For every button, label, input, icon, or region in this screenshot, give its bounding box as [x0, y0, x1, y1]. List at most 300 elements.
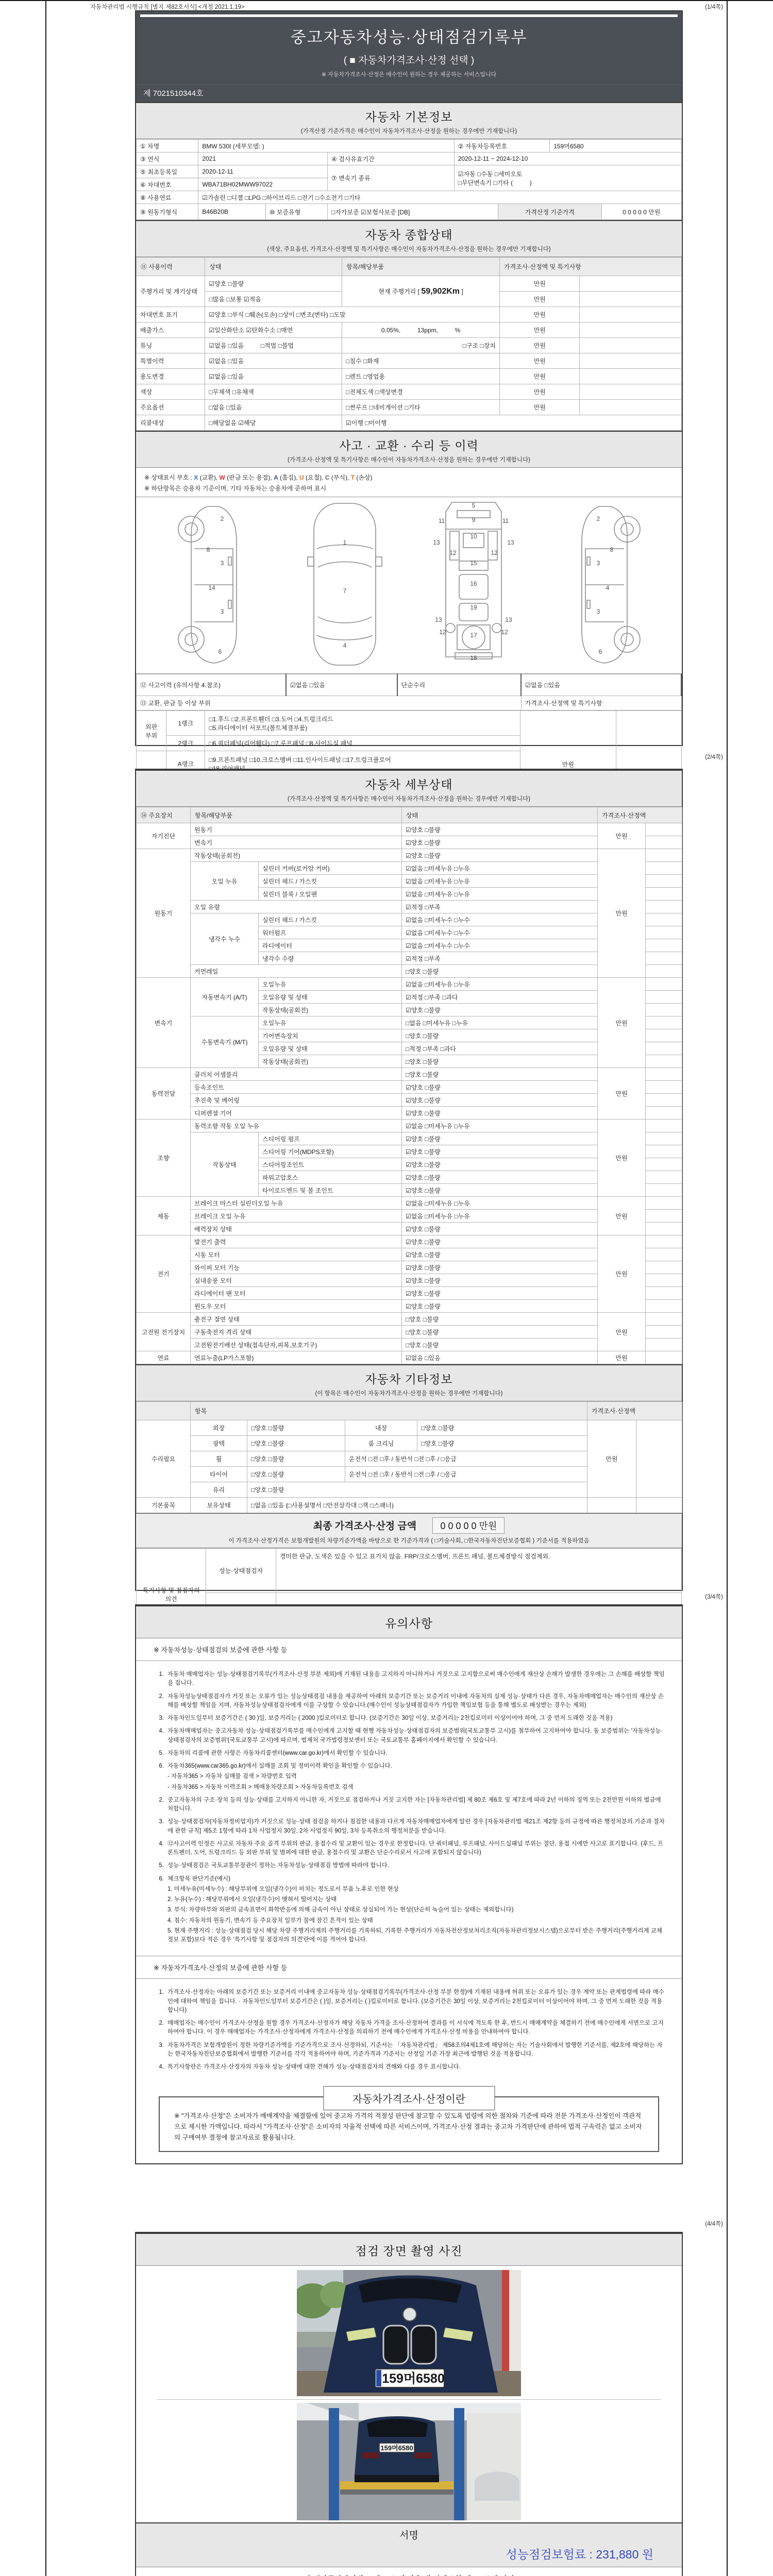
checkbox[interactable]: □전: [368, 1471, 378, 1478]
table-cell: [137, 674, 287, 696]
text: /: [295, 890, 297, 898]
table-cell: [646, 1235, 682, 1248]
checkbox-checked[interactable]: ☑없음: [209, 373, 227, 380]
checkbox[interactable]: □기타: [405, 404, 421, 411]
checkbox[interactable]: □후: [426, 1455, 436, 1463]
checkbox[interactable]: □많음: [209, 296, 225, 303]
checkbox[interactable]: □미세누유: [425, 890, 452, 898]
text: 주요옵션: [140, 404, 164, 411]
text: 적용하였음: [561, 1538, 590, 1544]
text: 누유: [225, 877, 238, 885]
checkbox[interactable]: □미세누유: [425, 1212, 452, 1220]
notice-item: [150, 1988, 666, 2015]
checkbox[interactable]: □불량: [425, 1135, 441, 1143]
table-cell: [402, 849, 598, 862]
table-cell: [580, 276, 682, 292]
checkbox[interactable]: □1.후드: [209, 715, 230, 723]
text: 내장: [375, 1425, 388, 1432]
checkbox-checked[interactable]: ☑양호: [406, 1251, 423, 1259]
checkbox[interactable]: □매연: [277, 327, 293, 334]
top-border-line: [0, 0, 773, 1]
notice-item: [150, 1840, 666, 1858]
checkbox[interactable]: □누유: [454, 1122, 470, 1130]
checkbox-checked[interactable]: ☑양호: [406, 1302, 423, 1310]
checkbox[interactable]: □양호: [406, 1032, 422, 1040]
checkbox[interactable]: □응급: [441, 1471, 457, 1478]
checkbox[interactable]: □없음: [251, 1502, 267, 1509]
checkbox-checked[interactable]: ☑없음: [406, 865, 423, 872]
checkbox[interactable]: □부족: [425, 955, 441, 962]
checkbox[interactable]: □부족: [425, 903, 441, 911]
text: 모터: [208, 1251, 220, 1259]
checkbox[interactable]: □부족: [423, 1045, 439, 1053]
checkbox[interactable]: □미세누수: [425, 929, 452, 937]
checkbox[interactable]: □누유: [454, 890, 470, 898]
checkbox[interactable]: □있음: [226, 404, 242, 411]
checkbox-checked[interactable]: ☑적정: [406, 903, 423, 911]
checkbox-checked[interactable]: ☑양호: [209, 280, 227, 287]
notice-item: [150, 1762, 666, 1792]
price-cell: [598, 1313, 646, 1351]
checkbox[interactable]: □불량: [425, 1238, 441, 1246]
checkbox-checked[interactable]: ☑양호: [209, 311, 227, 318]
text: 누유: [271, 1199, 283, 1207]
checkbox[interactable]: □기타: [344, 194, 361, 201]
checkbox[interactable]: □불량: [423, 968, 439, 975]
text: 가격산정: [525, 208, 549, 216]
checkbox[interactable]: □누유: [452, 1019, 468, 1027]
checkbox[interactable]: □미세누유: [425, 865, 452, 872]
checkbox[interactable]: □4.트렁크리드: [294, 715, 333, 723]
checkbox-checked[interactable]: ☑양호: [406, 1174, 423, 1181]
checkbox[interactable]: □있음: [309, 682, 325, 689]
checkbox[interactable]: □LPG: [245, 194, 261, 201]
document-note: ※ 자동차가격조사·산정은 매수인이 원하는 경우 제공하는 서비스입니다: [321, 72, 497, 78]
checkbox[interactable]: □자가보증: [331, 208, 359, 216]
checkbox[interactable]: □누유: [454, 1212, 470, 1220]
table-cell: [580, 292, 682, 307]
checkbox[interactable]: □불량: [425, 1277, 441, 1284]
checkbox[interactable]: □과다: [442, 993, 458, 1001]
checkbox[interactable]: □화재: [363, 358, 379, 365]
checkbox[interactable]: □불량: [425, 1083, 441, 1091]
checkbox-checked[interactable]: ☑양호: [406, 1096, 423, 1104]
checkbox[interactable]: □불량: [425, 839, 441, 846]
checkbox[interactable]: □전: [368, 1455, 378, 1463]
checkbox[interactable]: □양호: [406, 1058, 422, 1065]
table-cell: [417, 1420, 587, 1436]
table-cell: [402, 1248, 598, 1261]
table-cell: [259, 1132, 402, 1145]
checkbox[interactable]: □불량: [268, 1425, 284, 1432]
checkbox-checked[interactable]: ☑양호: [406, 1264, 423, 1272]
checkbox[interactable]: □불량: [438, 1440, 455, 1447]
table-cell: [137, 353, 205, 369]
checkbox[interactable]: □장치: [480, 342, 496, 349]
checkbox[interactable]: □불량: [438, 1425, 455, 1432]
checkbox[interactable]: □적정: [406, 1045, 422, 1053]
checkbox[interactable]: □있음: [228, 342, 244, 349]
checkbox-checked[interactable]: ☑양호: [406, 839, 423, 846]
text: 기어(MDPS포함): [288, 1148, 334, 1156]
checkbox[interactable]: □불량: [423, 1071, 439, 1078]
text: 만원: [615, 1212, 628, 1220]
checkbox[interactable]: □7.루프패널: [271, 740, 305, 747]
checkbox-checked[interactable]: ☑양호: [406, 1277, 423, 1284]
checkbox[interactable]: □불량: [425, 826, 441, 834]
checkbox[interactable]: □후: [426, 1471, 436, 1478]
table-cell: [402, 901, 598, 913]
checkbox[interactable]: □불량: [228, 280, 244, 287]
checkbox-checked[interactable]: ☑가솔린: [202, 194, 226, 201]
checkbox[interactable]: □적법: [260, 342, 277, 349]
checkbox[interactable]: □있음: [268, 1502, 284, 1509]
checkbox[interactable]: □불량: [425, 1264, 441, 1272]
checkbox[interactable]: □부식: [228, 311, 244, 318]
checkbox-checked[interactable]: ☑탄화수소: [246, 327, 276, 334]
checkbox-checked[interactable]: ☑없음: [406, 1199, 423, 1207]
checkbox[interactable]: □해당없음: [209, 419, 237, 427]
checkbox[interactable]: □수동: [477, 170, 493, 178]
checkbox[interactable]: □불량: [423, 1032, 439, 1040]
checkbox[interactable]: □렌트: [346, 373, 362, 380]
checkbox-checked[interactable]: ☑해당: [238, 419, 256, 427]
checkbox-checked[interactable]: ☑양호: [406, 1148, 423, 1156]
checkbox[interactable]: □불량: [423, 1315, 439, 1323]
table-cell: [342, 384, 500, 400]
text: 타이로드엔드: [262, 1187, 298, 1194]
text: 고전원전기배선: [194, 1341, 237, 1349]
checkbox-checked[interactable]: ☑양호: [406, 1161, 423, 1168]
checkbox[interactable]: □누수: [454, 942, 470, 950]
table-cell: [259, 952, 402, 965]
price-cell: [598, 1235, 646, 1313]
text: ⑧: [140, 194, 146, 201]
checkbox[interactable]: □양호: [421, 1425, 437, 1432]
checkbox[interactable]: □있음: [544, 682, 560, 689]
checkbox-checked[interactable]: ☑없음: [525, 682, 543, 689]
text: 530I: [219, 142, 231, 150]
notice-item-text: 매매업자는 매수인이 가격조사·산정을 원할 경우 가격조사·산정자가 해당 자동차 가격을 조사·산정하여 결과를 이 서식에 적도록 한 후, 반드시 매매계약을 체결하기 전에 매수인에게 서면으로 고지하여야 합니다. 이 경우 매매업자는 가격조사·산정자에게 가격조사·산정을 의뢰하기 전에 매수인에게 가격조사·산정 비용을 안내하여야 합니다.: [167, 2020, 664, 2036]
checkbox[interactable]: □변조(변타): [296, 311, 328, 318]
section-header-other: [136, 1364, 682, 1401]
checkbox[interactable]: □3.도어: [272, 715, 293, 723]
checkbox-checked[interactable]: ☑양호: [406, 1187, 423, 1194]
text: 보험개발원의: [291, 1538, 326, 1544]
photo-car-rear-on-lift: [297, 2403, 521, 2520]
text: 수리필요: [151, 1455, 176, 1463]
checkbox-checked[interactable]: ☑적정: [406, 955, 423, 962]
checkbox[interactable]: □양호: [251, 1455, 267, 1463]
checkbox[interactable]: □누수: [454, 929, 470, 937]
text: 유량: [208, 903, 220, 911]
text: 추진축: [194, 1096, 212, 1104]
checkbox[interactable]: □있음: [228, 373, 244, 380]
checkbox[interactable]: □11.인사이드패널: [293, 756, 341, 764]
checkbox-checked[interactable]: ☑없음: [290, 682, 308, 689]
label-cell: [498, 204, 601, 220]
checkbox[interactable]: □누유: [454, 865, 470, 872]
table-cell: [402, 939, 598, 952]
checkbox[interactable]: □10.크로스멤버: [249, 756, 292, 764]
checkbox-checked[interactable]: ☑없음: [406, 929, 423, 937]
checkbox[interactable]: □불량: [423, 1341, 439, 1349]
text: 브레이크: [194, 1199, 219, 1207]
checkbox[interactable]: □불량: [425, 1290, 441, 1297]
checkbox-checked[interactable]: ☑없음: [406, 1354, 423, 1362]
text: 및: [165, 288, 172, 295]
checkbox[interactable]: □불량: [425, 1187, 441, 1194]
checkbox-checked[interactable]: ☑양호: [406, 1290, 423, 1297]
checkbox[interactable]: □불량: [425, 1251, 441, 1259]
checkbox-checked[interactable]: ☑없음: [406, 980, 423, 988]
checkbox[interactable]: □무채색: [209, 388, 231, 396]
page-number-1: (1/4쪽): [705, 4, 723, 10]
checkbox[interactable]: □불량: [425, 1006, 441, 1014]
checkbox[interactable]: □보통: [226, 296, 242, 303]
table-cell: [646, 1132, 682, 1145]
checkbox[interactable]: □5.라디에이터: [209, 724, 248, 732]
checkbox[interactable]: □불량: [425, 852, 441, 859]
checkbox[interactable]: □있음: [228, 358, 244, 365]
text: ⑩: [269, 208, 275, 216]
checkbox[interactable]: □불량: [423, 1328, 439, 1336]
table-cell: [205, 323, 342, 338]
table-cell: [646, 1120, 682, 1132]
table-cell: [580, 307, 682, 323]
checkbox[interactable]: □색상변경: [375, 388, 403, 396]
checkbox[interactable]: □침수: [346, 358, 362, 365]
checkbox[interactable]: □불량: [425, 1161, 441, 1168]
checkbox[interactable]: □구조: [462, 342, 479, 349]
checkbox-checked[interactable]: ☑양호: [406, 1135, 423, 1143]
checkbox-checked[interactable]: ☑없음: [406, 877, 423, 885]
checkbox[interactable]: □부족: [425, 993, 441, 1001]
label-cell: [137, 1498, 191, 1513]
table-cell: [402, 1158, 598, 1171]
text: 159머6580: [553, 142, 584, 150]
checkbox[interactable]: □세미오토: [494, 170, 523, 178]
table-cell: [646, 849, 682, 862]
checkbox[interactable]: □불량: [268, 1486, 284, 1494]
checkbox[interactable]: □전기: [298, 194, 314, 201]
checkbox[interactable]: □불량: [425, 1148, 441, 1156]
notice-item-text: 자동차가격은 보험개발원이 정한 차량기준가액을 기준가격으로 조사·산정하되, 기준서는 「자동차관리법」 제58조의4제1호에 해당하는 자는 기술사회에서 발행한 기준서를, 제2호에 해당하는 자는 한국자동차진단보증협회에서 발행한 기준서를 각각 적용하여야 하며, 기준가격과 기준서는 산정일 기준 가장 최근에 발행된 것을 적용합니다.: [167, 2042, 663, 2057]
checkbox[interactable]: □양호: [406, 1341, 422, 1349]
table-cell: [646, 875, 682, 888]
column-header: [402, 807, 598, 823]
checkbox[interactable]: □미세누유: [425, 1122, 452, 1130]
text: 및: [299, 1187, 306, 1194]
checkbox-checked[interactable]: ☑이행: [346, 419, 364, 427]
checkbox-checked[interactable]: ☑양호: [406, 826, 423, 834]
checkbox[interactable]: □전: [414, 1455, 425, 1463]
table-cell: [259, 926, 402, 939]
table-cell: [646, 1210, 682, 1223]
checkbox[interactable]: □누유: [454, 980, 470, 988]
table-cell: [402, 965, 598, 978]
checkbox[interactable]: □후: [380, 1471, 390, 1478]
checkbox[interactable]: □2.프론트휀더: [231, 715, 271, 723]
table-cell: [646, 1197, 682, 1210]
table-cell: [580, 323, 682, 338]
table-cell: [550, 140, 682, 152]
text: 항목: [195, 1408, 207, 1415]
column-header: [342, 258, 500, 276]
checkbox[interactable]: □미세누수: [425, 942, 452, 950]
checkbox[interactable]: □불량: [268, 1455, 284, 1463]
text: 2랭크: [178, 740, 194, 747]
text: 만원: [615, 910, 628, 917]
table-cell: [402, 1132, 598, 1145]
checkbox[interactable]: □네비게이션: [369, 404, 403, 411]
checkbox[interactable]: □잭: [358, 1502, 368, 1509]
checkbox[interactable]: □양호: [251, 1440, 267, 1447]
other-info-table: [136, 1401, 682, 1513]
checkbox[interactable]: □안전삼각대: [323, 1502, 357, 1509]
checkbox-checked[interactable]: ☑없음: [209, 358, 227, 365]
checkbox[interactable]: □미세누유: [425, 877, 452, 885]
checkbox[interactable]: □기술사회,: [434, 1538, 463, 1544]
table-cell: [342, 276, 500, 307]
checkbox[interactable]: □전체도색: [346, 388, 374, 396]
checkbox[interactable]: □누유: [454, 1199, 470, 1207]
checkbox[interactable]: □미세누수: [425, 916, 452, 924]
checkbox[interactable]: □미이행: [365, 419, 387, 427]
checkbox[interactable]: □불량: [423, 1058, 439, 1065]
checkbox-checked[interactable]: ☑양호: [406, 1225, 423, 1233]
checkbox[interactable]: □없음: [209, 404, 225, 411]
checkbox[interactable]: □불량: [268, 1440, 284, 1447]
checkbox[interactable]: □양호: [406, 1328, 422, 1336]
checkbox[interactable]: □영업용: [363, 373, 385, 380]
checkbox[interactable]: □불량: [425, 1174, 441, 1181]
text: 교환,: [148, 700, 162, 707]
checkbox[interactable]: □양호: [406, 1071, 422, 1078]
text: 만원: [533, 404, 546, 411]
table-cell: [191, 965, 402, 978]
checkbox[interactable]: □디젤: [227, 194, 243, 201]
page-2: [135, 769, 683, 1603]
checkbox[interactable]: □스패너): [369, 1502, 394, 1509]
checkbox-checked[interactable]: ☑적정: [406, 993, 423, 1001]
checkbox[interactable]: □불량: [425, 1225, 441, 1233]
checkbox[interactable]: □과다: [440, 1045, 457, 1053]
diagram-part-number: 6: [218, 648, 222, 655]
table-cell: [402, 1120, 598, 1132]
checkbox[interactable]: □상이: [279, 311, 295, 318]
checkbox[interactable]: □썬루프: [346, 404, 368, 411]
text: 만원: [533, 311, 546, 318]
text: 베어링: [222, 1096, 240, 1104]
checkbox-checked[interactable]: ☑없음: [406, 1122, 423, 1130]
checkbox[interactable]: □양호: [406, 1315, 422, 1323]
checkbox[interactable]: □8.사이드실: [306, 740, 339, 747]
text: 만원: [606, 1455, 618, 1463]
license-plate-rear: 159머6580: [380, 2444, 413, 2452]
checkbox-checked[interactable]: ☑없음: [209, 342, 227, 349]
checkbox[interactable]: □한국자동차진단보증협회: [464, 1538, 531, 1544]
checkbox[interactable]: □하이브리드: [262, 194, 296, 201]
checkbox[interactable]: □누수: [454, 916, 470, 924]
diagram-part-number: 10: [469, 533, 477, 540]
checkbox[interactable]: □누유: [454, 877, 470, 885]
checkbox[interactable]: □불법: [278, 342, 294, 349]
checkbox[interactable]: □있음: [425, 1354, 441, 1362]
label-cell: [137, 849, 191, 978]
checkbox[interactable]: □불량: [425, 1109, 441, 1117]
checkbox[interactable]: □양호: [251, 1486, 267, 1494]
text: 만원: [533, 373, 546, 380]
checkbox[interactable]: □후: [380, 1455, 390, 1463]
text: FRP/크로스멤버,: [404, 1553, 450, 1560]
text: 발전기: [194, 1238, 212, 1246]
checkbox-checked[interactable]: ☑양호: [406, 1083, 423, 1091]
checkbox[interactable]: □양호: [251, 1471, 267, 1478]
checkbox[interactable]: □불량: [425, 1302, 441, 1310]
checkbox-checked[interactable]: ☑양호: [406, 1238, 423, 1246]
checkbox[interactable]: □불량: [268, 1471, 284, 1478]
checkbox[interactable]: □불량: [425, 1096, 441, 1104]
checkbox[interactable]: □전: [414, 1471, 425, 1478]
checkbox[interactable]: □응급: [441, 1455, 457, 1463]
checkbox[interactable]: □없음: [406, 1019, 422, 1027]
checkbox[interactable]: □6.쿼더패널(리어휀다): [209, 740, 270, 747]
checkbox[interactable]: □기타: [493, 179, 509, 187]
text: 검사유효기간: [339, 155, 375, 163]
checkbox[interactable]: □미세누유: [425, 980, 452, 988]
label-cell: [166, 736, 205, 751]
checkbox[interactable]: □양호: [251, 1425, 267, 1432]
table-cell: [454, 165, 681, 191]
checkbox[interactable]: □수소전기: [315, 194, 343, 201]
checkbox-checked[interactable]: ☑적음: [243, 296, 261, 303]
table-cell: [402, 1300, 598, 1313]
checkbox[interactable]: □미세누유: [425, 1199, 452, 1207]
car-side-view-left: [158, 499, 274, 669]
checkbox[interactable]: □양호: [406, 968, 422, 975]
text: 현재: [378, 287, 391, 295]
checkbox-checked[interactable]: ☑자동: [458, 170, 476, 178]
checkbox-checked[interactable]: ☑양호: [406, 852, 423, 859]
checkbox-checked[interactable]: ☑없음: [406, 890, 423, 898]
checkbox[interactable]: □무단변속기: [458, 179, 492, 187]
table-cell: [402, 1081, 598, 1094]
checkbox[interactable]: □유채색: [232, 388, 254, 396]
text: 이상: [184, 700, 197, 707]
table-cell: [402, 1068, 598, 1081]
checkbox[interactable]: □9.프론트패널: [209, 756, 248, 764]
label-cell: [137, 1197, 191, 1235]
table-cell: [646, 823, 682, 836]
notice-item-text: 자동차인도일부터 보증기간은 ( 30 )일, 보증거리는 ( 2000 )킬로미터로 합니다. (보증기간은 30일 이상, 보증거리는 2천킬로미터 이상이어야 하며, 그 중 먼저 도래한 것을 적용): [167, 1715, 613, 1721]
checkbox[interactable]: □도말: [330, 311, 346, 318]
checkbox-checked[interactable]: ☑없음: [406, 1212, 423, 1220]
checkbox-checked[interactable]: ☑양호: [406, 1109, 423, 1117]
checkbox[interactable]: □훼손(오손): [245, 311, 278, 318]
checkbox-checked[interactable]: ☑보험사보증: [360, 208, 396, 216]
checkbox-checked[interactable]: ☑일산화탄소: [209, 327, 245, 334]
label-cell: [191, 1467, 247, 1482]
checkbox-checked[interactable]: ☑양호: [406, 1006, 423, 1014]
checkbox-checked[interactable]: ☑없음: [406, 942, 423, 950]
text: 스티어링조인트: [262, 1161, 305, 1168]
checkbox[interactable]: □양호: [421, 1440, 437, 1447]
checkbox-checked[interactable]: ☑없음: [406, 916, 423, 924]
checkbox[interactable]: □미세누유: [423, 1019, 451, 1027]
text: ⑫: [140, 682, 147, 689]
checkbox[interactable]: □17.트렁크플로어: [343, 756, 391, 764]
